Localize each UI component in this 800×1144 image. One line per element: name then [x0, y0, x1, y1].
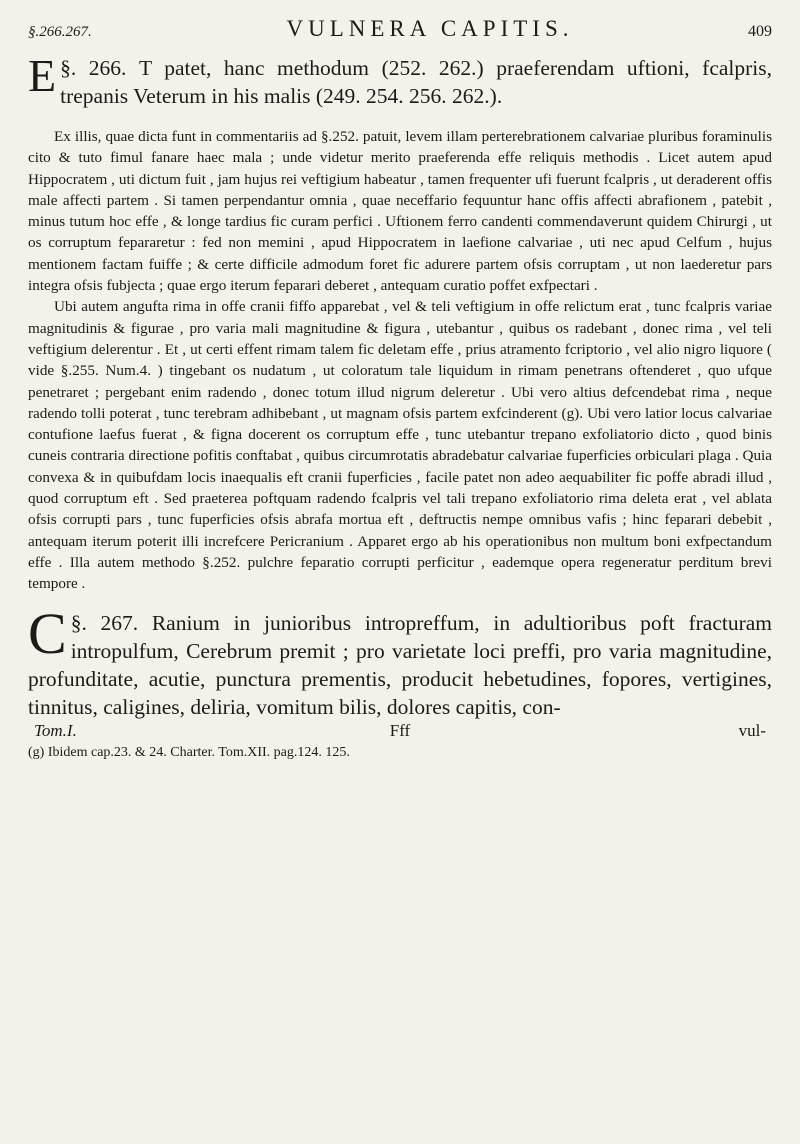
section-267-text: Ranium in junioribus intropreffum, in adultioribus poft fracturam intropulfum, Cerebrum premit ; pro varietate loci preffi, pro varia magnitudine, profunditate, acutie, punctura prementis, producit hebetudines, fopores, vertigines, tinnitus, caligines, deliria, vomitum bilis, dolores capitis, con- — [28, 610, 773, 719]
commentary-paragraph-2: Ubi autem angufta rima in offe cranii fiffo apparebat , vel & teli veftigium in offe relictum erat , tunc fcalpris variae magnitudinis & figurae , pro varia mali magnitudine & figura , utebantur , quibus os radebant , donec rima , vel teli veftigium delerentur . Et , ut certi effent rimam talem fic deletam effe , prius atramento fcriptorio , vel alio nigro liquore ( vide §.255. Num.4. ) tingebant os nudatum , ut coloratum tale liquidum in rimam penetrans oftenderet , quo ufque penetraret ; pergebant enim radendo , donec totum illud nigrum deleretur . Ubi vero altius defcendebat rima , neque radendo tolli poterat , tunc terebram adhibebant , ut magnam ofsis partem exfcinderent (g). Ubi vero latior locus calvariae contufione laefus fuerat , & figna docerent os corruptum effe , tunc utebantur trepano exfoliatorio dicto , quod binis cuneis contraria directione pofitis conftabat , quibus circumrotatis abradebatur calvariae fuperficies orbiculari plaga . Quia convexa & in quibufdam locis inaequalis eft cranii fuperficies , facile patet non adeo aequabiliter fic poffe abradi illud , quod corruptum eft . Sed praeterea poftquam radendo fcalpris vel tali trepano exfoliatorio rima deleta erat , vel ablata ofsis corrupti pars , tunc fuperficies ofsis abrafa mortua eft , deftructis nempe omnibus vafis ; hinc feparari debebit , antequam iterum poterit illi increfcere Pericranium . Apparet ergo ab his operationibus non multum boni exfpectandum effe . Illa autem methodo §.252. pulchre feparatio corrupti perficitur , eademque opera regeneratur perditum brevi tempore . — [28, 298, 772, 593]
section-267-aphorism — [28, 600, 773, 721]
catchword: vul- — [738, 720, 766, 740]
signature-mark: Fff — [389, 720, 411, 740]
page-number: 409 — [748, 23, 772, 40]
section-266-aphorism — [28, 50, 773, 110]
commentary-paragraph-1: Ex illis, quae dicta funt in commentariis ad §.252. patuit, levem illam perterebrationem calvariae pluribus foraminulis cito & tuto fimul fanare haec mala ; unde videtur merito praeferenda effe reliquis methodis . Licet autem apud Hippocratem , uti dictum fuit , jam hujus rei veftigium habeatur , tamen frequenter ufi fuerunt fcalpris , ut deraderent offis male affecti partem . Si tamen perpendantur omnia , quae neceffario fequuntur hanc offis affecti abrafionem , patebit , minus tutum hoc effe , & longe tardius fic curam perfici . Uftionem ferro candenti commendaverunt quidem Chirurgi , ut os corruptum fepararetur : fed non memini , apud Hippocratem in laefione calvariae , uti nec apud Celfum , hujus mentionem factam fuiffe ; & certe difficile admodum foret fic adurere partem ofsis corruptam , ut non laederetur pars integra ofsis fubjecta ; quae ergo iterum feparari deberet , antequam curatio poffet exfpectari . — [28, 128, 772, 295]
section-267-number: §. 267. — [70, 610, 139, 635]
section-266-dropcap: E — [28, 50, 57, 101]
section-266-text: T patet, hanc methodum (252. 262.) praeferendam uftioni, fcalpris, trepanis Veterum in his malis (249. 254. 256. 262.). — [60, 56, 773, 108]
section-267-dropcap: C — [28, 600, 67, 666]
signature-line — [28, 721, 772, 741]
running-header — [28, 16, 772, 54]
header-title: VULNERA CAPITIS. — [286, 16, 574, 41]
footnote: (g) Ibidem cap.23. & 24. Charter. Tom.XII. pag.124. 125. — [28, 744, 350, 760]
commentary — [28, 126, 772, 595]
section-266-number: §. 266. — [60, 56, 127, 80]
volume-mark: Tom.I. — [34, 720, 77, 740]
header-section-range: §.266.267. — [28, 24, 92, 40]
